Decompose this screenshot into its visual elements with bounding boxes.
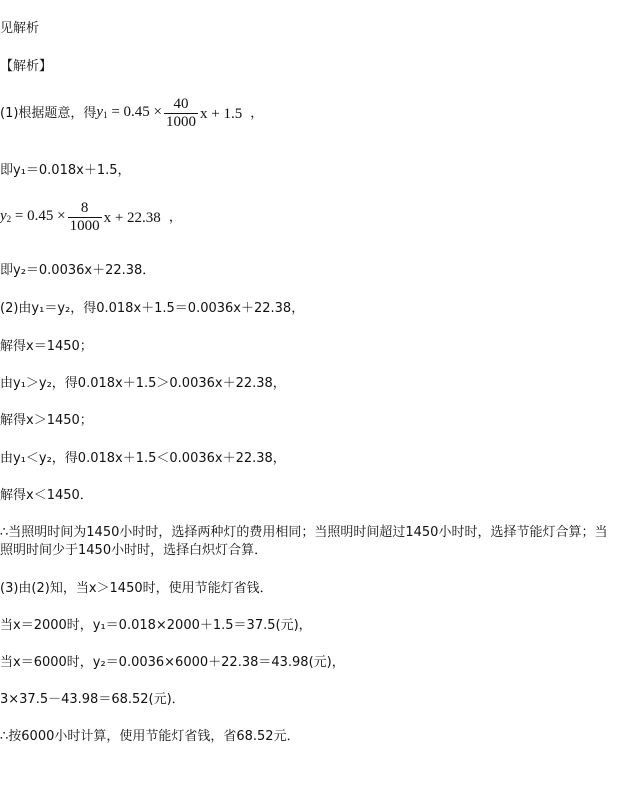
part3-intro: (3)由(2)知，当x＞1450时，使用节能灯省钱． [0,581,273,596]
y1-coef: = 0.45 × [111,104,163,120]
analysis-heading: 【解析】 [0,59,53,74]
y1-var: y [96,104,104,120]
answer-note: 见解析 [0,21,40,36]
part2-greater: 由y₁＞y₂，得0.018x＋1.5＞0.0036x＋22.38， [0,376,286,391]
y2-coef: = 0.45 × [14,208,66,224]
y2-fraction [68,200,102,235]
part2-equal: (2)由y₁＝y₂，得0.018x＋1.5＝0.0036x＋22.38， [0,301,305,316]
y1-fraction [164,96,198,131]
y2-denominator: 1000 [69,218,100,234]
part1-y2-equation [0,200,182,235]
part1-label: (1)根据题意，得 [0,105,97,121]
part3-calc3: 3×37.5－43.98＝68.52(元)． [0,692,185,707]
part2-less: 由y₁＜y₂，得0.018x＋1.5＜0.0036x＋22.38， [0,451,286,466]
part2-solve-greater: 解得x＞1450； [0,413,93,428]
y2-tail: x + 22.38 [103,209,161,226]
y2-var: y [0,208,7,224]
y1-denominator: 1000 [166,114,197,130]
part2-solve-less: 解得x＜1450． [0,488,93,503]
y2-formula [0,207,66,228]
part1-y1-equation [0,96,263,131]
line-y2: 即y₂＝0.0036x＋22.38． [0,263,156,278]
y2-end: ， [168,209,182,225]
y1-sub: 1 [103,110,108,120]
y1-numerator: 40 [173,96,189,112]
part2-conclusion: ∴当照明时间为1450小时时，选择两种灯的费用相同；当照明时间超过1450小时时，选择节能灯合算；当照明时间少于1450小时时，选择白炽灯合算． [0,525,608,558]
part3-final: ∴按6000小时计算，使用节能灯省钱，省68.52元． [0,729,300,744]
y2-numerator: 8 [80,200,89,216]
part3-calc2: 当x＝6000时，y₂＝0.0036×6000＋22.38＝43.98(元)， [0,655,345,670]
y1-tail: x + 1.5 [200,105,243,122]
line-y1: 即y₁＝0.018x＋1.5， [0,163,131,178]
y1-end: ， [250,105,264,121]
part2-solve-equal: 解得x＝1450； [0,339,93,354]
part3-calc1: 当x＝2000时，y₁＝0.018×2000＋1.5＝37.5(元)， [0,618,312,633]
y2-sub: 2 [6,214,12,224]
y1-formula [96,103,162,124]
